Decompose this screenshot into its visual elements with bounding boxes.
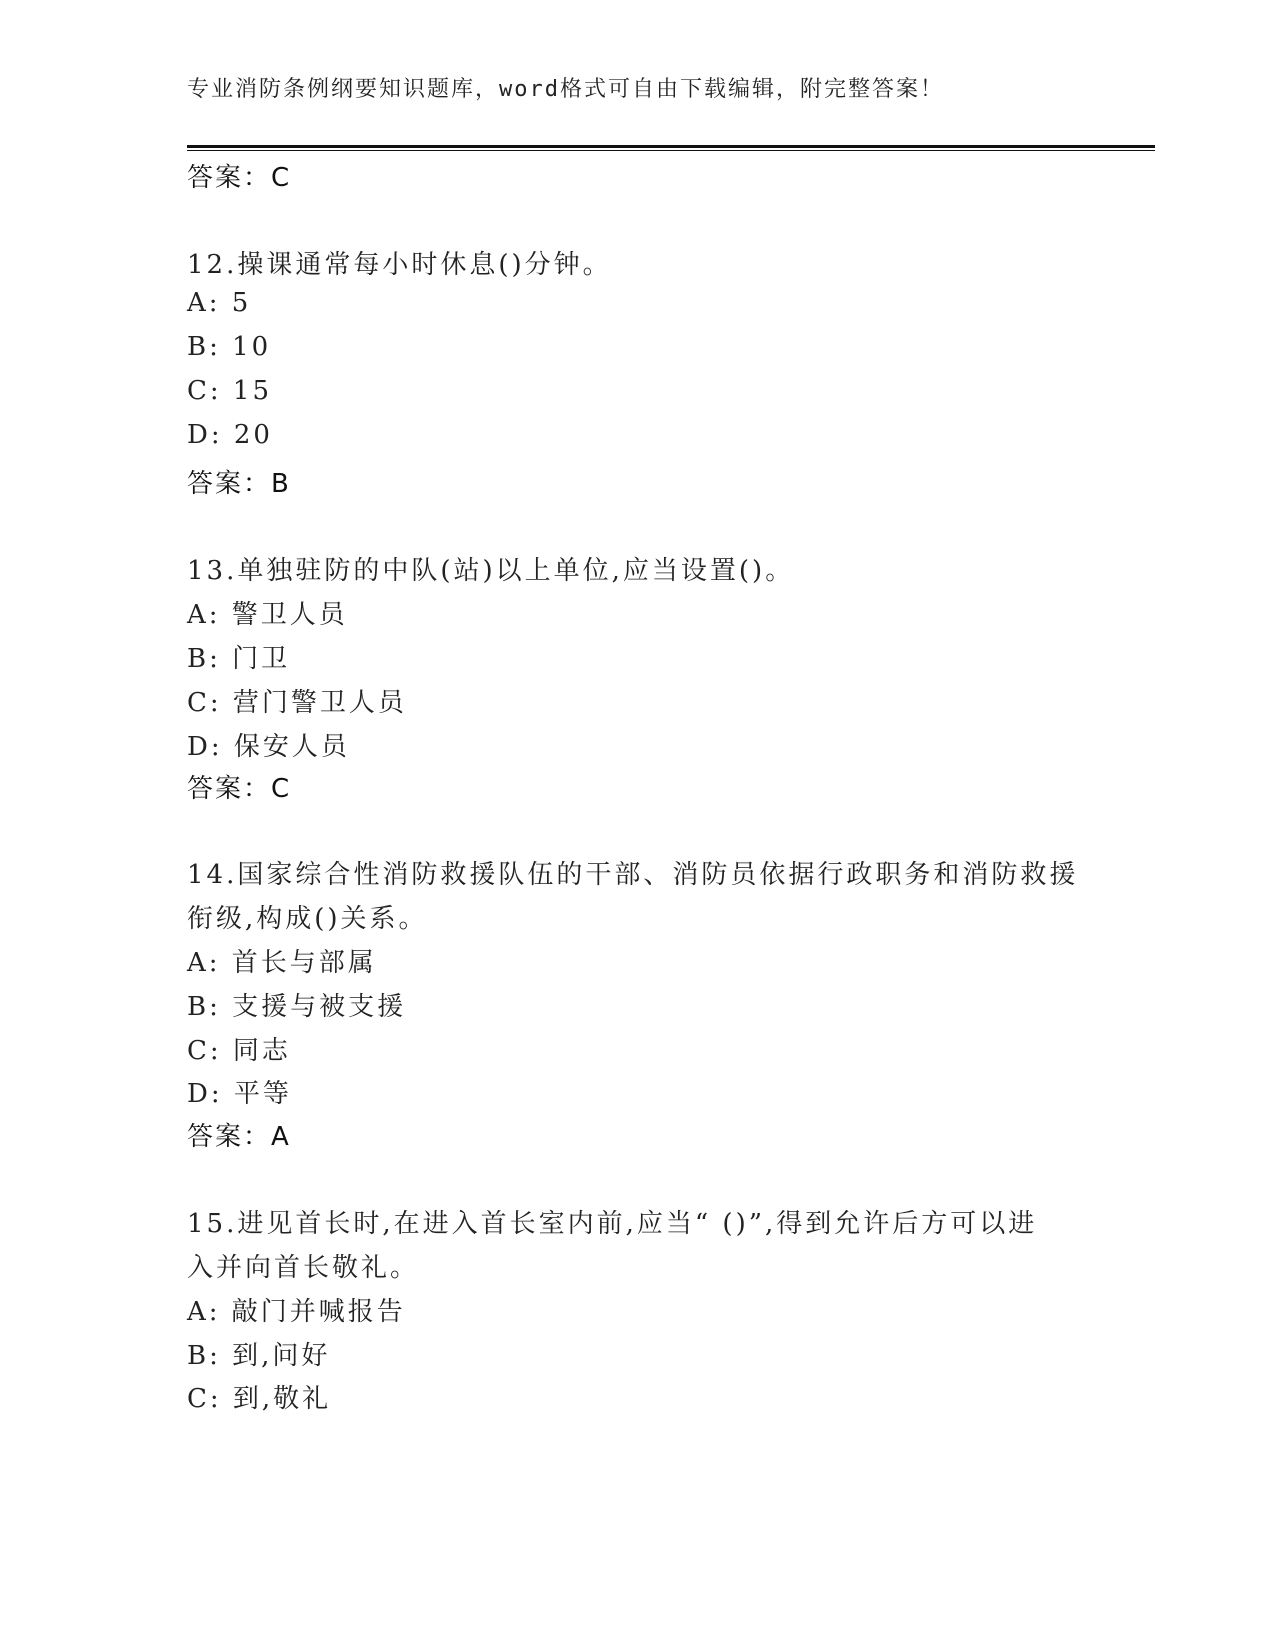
question-15-line-2: 入并向首长敬礼。 bbox=[187, 1253, 420, 1283]
header-rule-thin bbox=[187, 150, 1155, 151]
question-14-line-1: 14.国家综合性消防救援队伍的干部、消防员依据行政职务和消防救援 bbox=[187, 860, 1079, 890]
option-13-c: C: 营门警卫人员 bbox=[187, 688, 407, 718]
question-14-line-2: 衔级,构成()关系。 bbox=[187, 904, 428, 934]
option-12-d: D: 20 bbox=[187, 420, 273, 450]
header-rule-thick bbox=[187, 145, 1155, 148]
option-14-c: C: 同志 bbox=[187, 1036, 291, 1066]
option-13-a: A: 警卫人员 bbox=[187, 600, 348, 630]
question-15-line-1: 15.进见首长时,在进入首长室内前,应当“ ()”,得到允许后方可以进 bbox=[187, 1209, 1038, 1239]
answer-14: 答案：A bbox=[187, 1122, 291, 1152]
question-13: 13.单独驻防的中队(站)以上单位,应当设置()。 bbox=[187, 556, 795, 586]
option-15-b: B: 到,问好 bbox=[187, 1341, 331, 1371]
option-14-b: B: 支援与被支援 bbox=[187, 992, 407, 1022]
answer-13: 答案：C bbox=[187, 774, 292, 804]
page-header: 专业消防条例纲要知识题库，word格式可自由下载编辑，附完整答案！ bbox=[187, 77, 944, 102]
option-12-c: C: 15 bbox=[187, 376, 273, 406]
answer-12: 答案：B bbox=[187, 469, 291, 499]
option-15-c: C: 到,敬礼 bbox=[187, 1384, 332, 1414]
option-15-a: A: 敲门并喊报告 bbox=[187, 1297, 406, 1327]
question-12: 12.操课通常每小时休息()分钟。 bbox=[187, 250, 612, 280]
option-13-d: D: 保安人员 bbox=[187, 732, 350, 762]
option-12-b: B: 10 bbox=[187, 332, 272, 362]
option-13-b: B: 门卫 bbox=[187, 644, 291, 674]
answer-11: 答案：C bbox=[187, 163, 292, 193]
option-14-d: D: 平等 bbox=[187, 1079, 292, 1109]
option-12-a: A: 5 bbox=[187, 288, 252, 318]
option-14-a: A: 首长与部属 bbox=[187, 948, 377, 978]
